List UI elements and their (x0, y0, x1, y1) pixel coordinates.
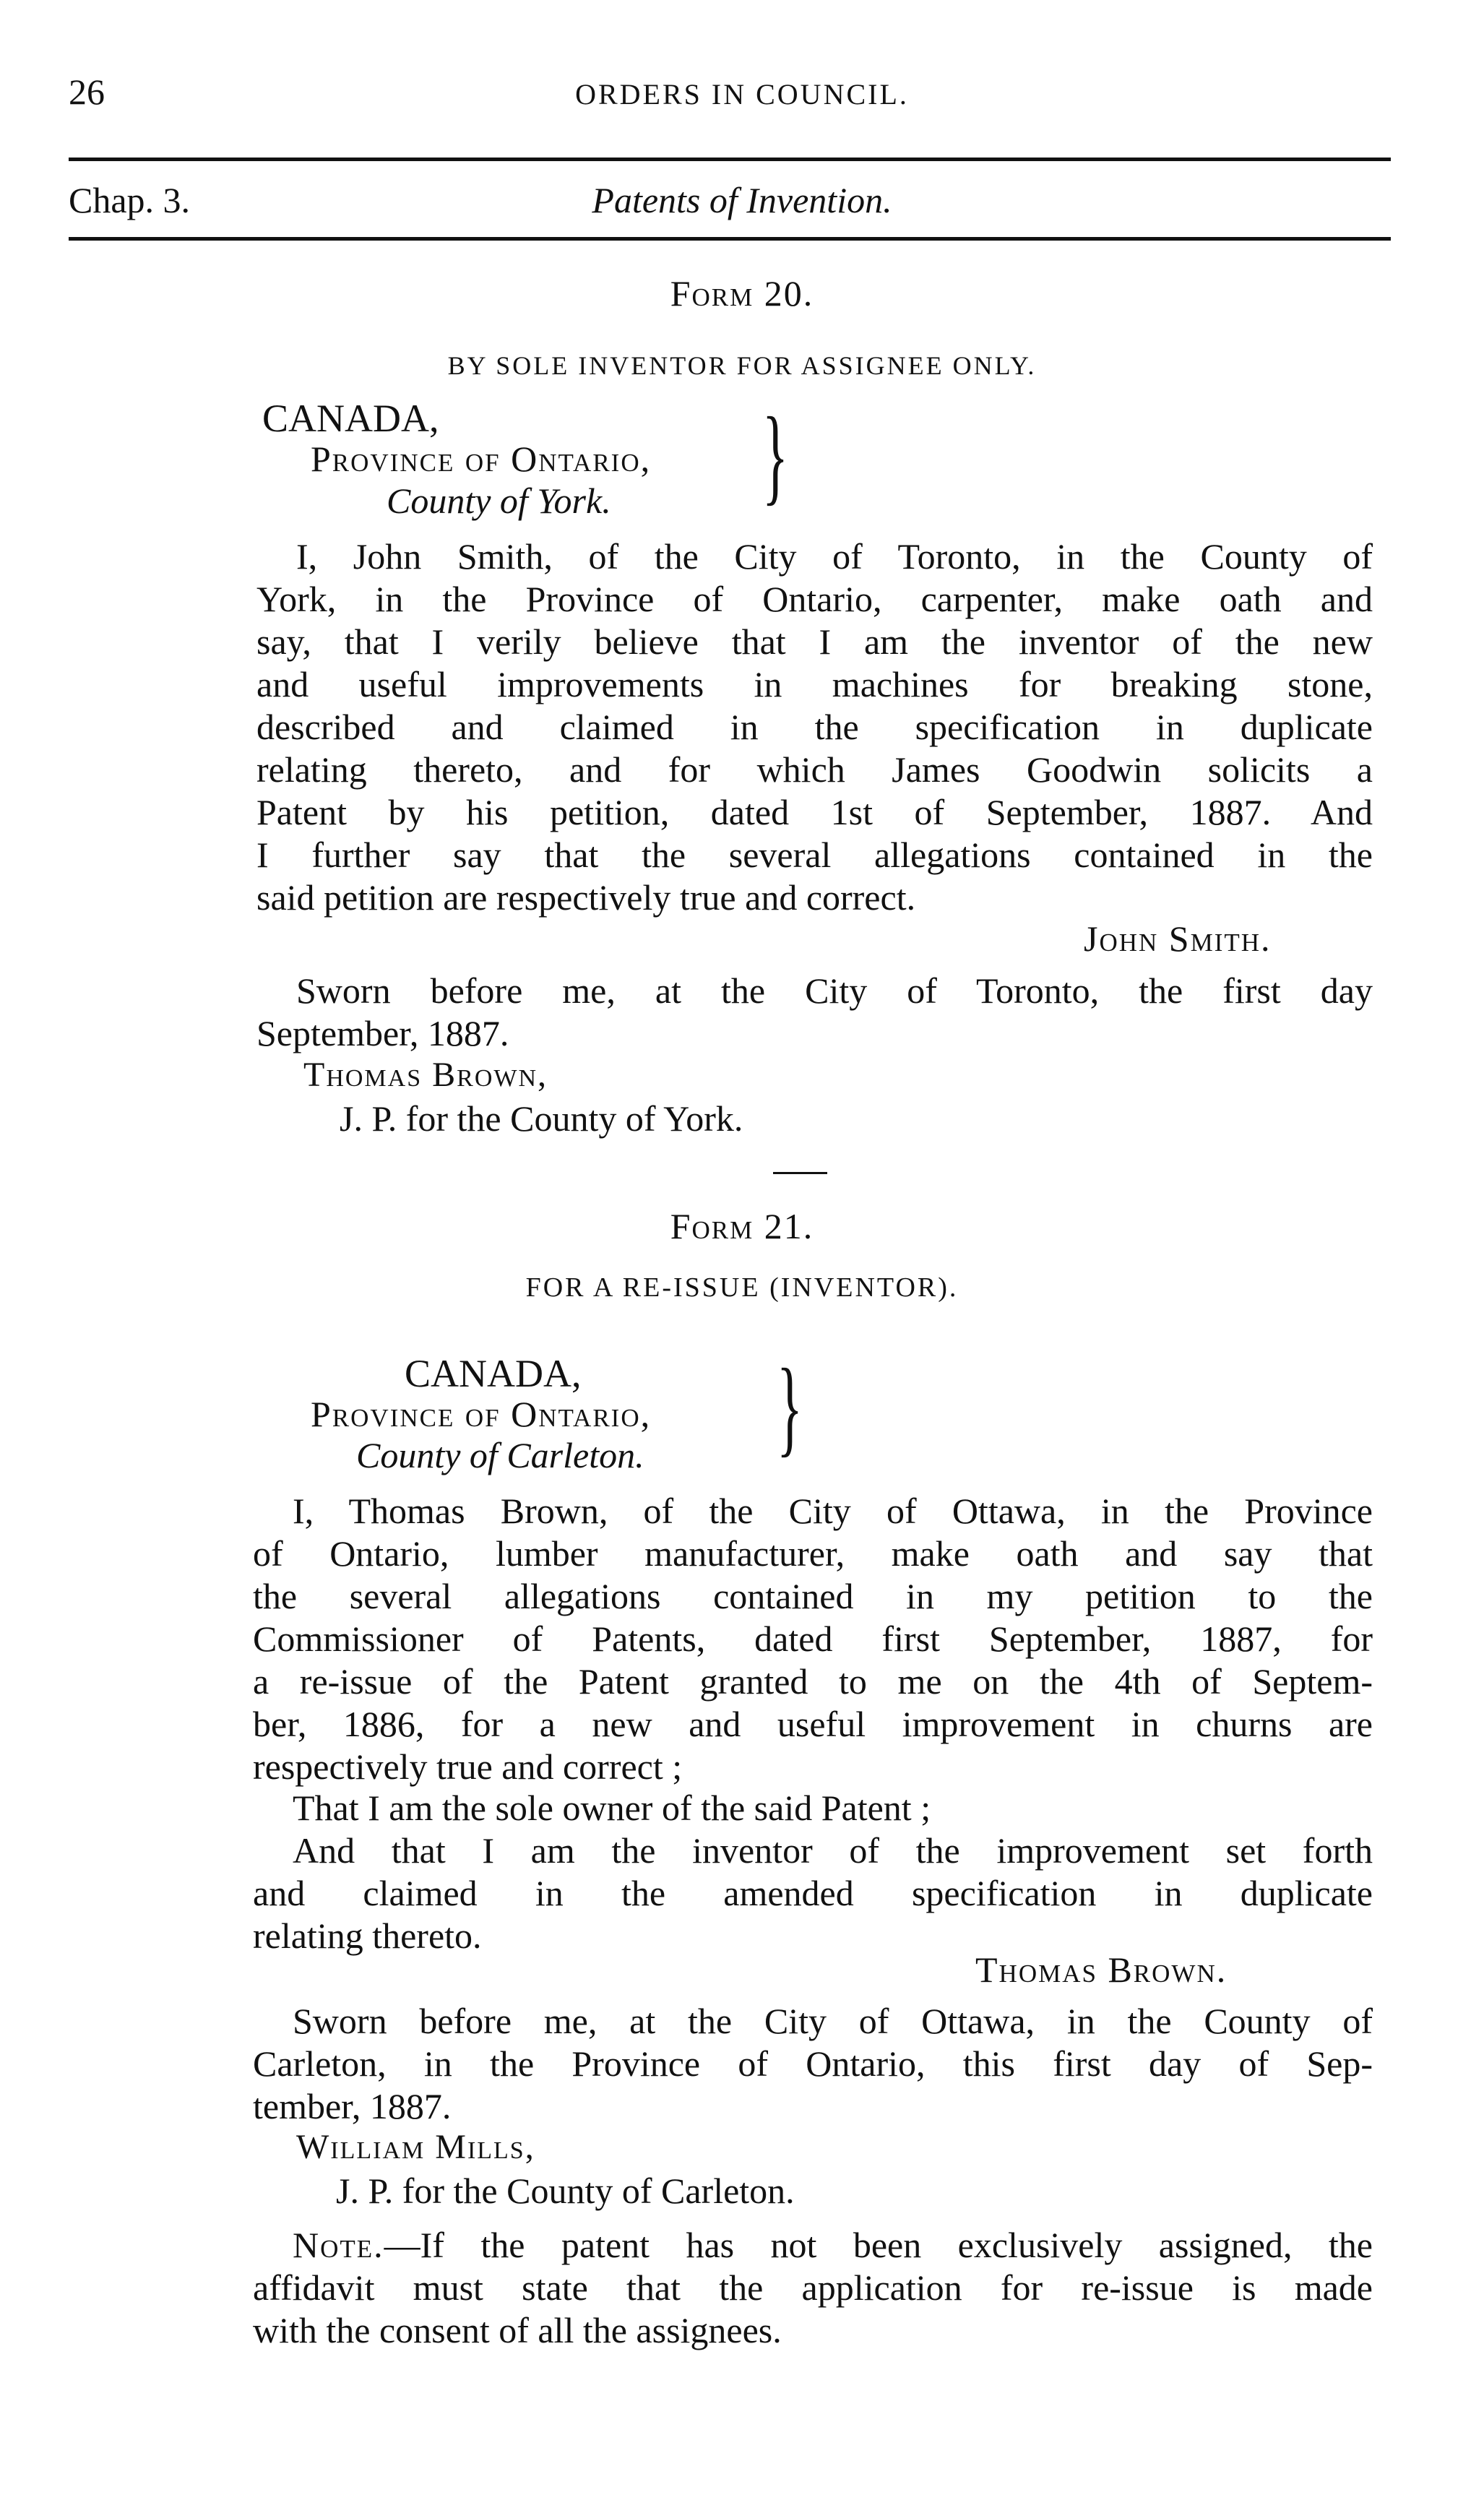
header-rule-bottom (69, 237, 1391, 241)
form-20-venue-country: CANADA, (262, 397, 439, 440)
note-label: Note. (293, 2225, 384, 2265)
form-20-affidavit-body: I, John Smith, of the City of Toronto, in the County of York, in the Province of Ontario, carpenter, make oath and say, that I verily believe that I am the inventor of the new and useful improvements in machines for breaking stone, described and claimed in the specification in duplicate relating thereto, and for which James Goodwin solicits a Patent by his petition, dated 1st of September, 1887. And I further say that the several allegations contained in the said petition are respectively true and correct. (256, 536, 1373, 918)
form-20-title: Form 20. (670, 273, 814, 314)
form-21-venue-brace: } (777, 1347, 803, 1467)
section-divider (773, 1172, 827, 1174)
form-20-subtitle: BY SOLE INVENTOR FOR ASSIGNEE ONLY. (447, 351, 1037, 380)
form-20-venue-brace: } (762, 395, 788, 515)
form-20-signature: John Smith. (1084, 918, 1272, 959)
form-20-jp-name: Thomas Brown, (303, 1056, 548, 1094)
chapter-label: Chap. 3. (69, 180, 191, 220)
form-20-sworn: Sworn before me, at the City of Toronto, the first day September, 1887. (256, 970, 1373, 1053)
form-21-owner-statement: That I am the sole owner of the said Patent ; (293, 1788, 931, 1828)
form-21-jp-name: William Mills, (296, 2128, 535, 2166)
form-21-signature: Thomas Brown. (975, 1949, 1228, 1990)
form-21-jp-title: J. P. for the County of Carleton. (336, 2171, 795, 2211)
form-20-venue-province: Province of Ontario, (311, 439, 652, 479)
form-21-venue-province: Province of Ontario, (311, 1394, 652, 1434)
note-paragraph: Note.—If the patent has not been exclusively assigned, the affidavit must state that the application for re-issue is made with the consent of all the assignees. (253, 2225, 1373, 2350)
section-title: Patents of Invention. (592, 180, 892, 220)
form-20-jp-title: J. P. for the County of York. (340, 1098, 743, 1139)
form-20-venue-county: County of York. (387, 480, 611, 521)
form-21-venue-county: County of Carleton. (356, 1435, 644, 1475)
form-21-title: Form 21. (670, 1206, 814, 1246)
note-line-1: —If the patent has not been exclusively assigned, the (384, 2225, 1373, 2265)
page-number: 26 (69, 72, 105, 112)
form-21-venue-country: CANADA, (405, 1352, 582, 1395)
form-21-affidavit-body: I, Thomas Brown, of the City of Ottawa, in the Province of Ontario, lumber manufacturer, make oath and say that the several allegations contained in my petition to the Commissioner of Patents, dated first September, 1887, for a re-issue of the Patent granted to me on the 4th of Septem- ber, 1886, for a new and useful improvement in churns are respectively true and correct ; (253, 1491, 1373, 1787)
header-rule-top (69, 158, 1391, 161)
form-21-subtitle: FOR A RE-ISSUE (INVENTOR). (525, 1272, 959, 1303)
form-21-sworn: Sworn before me, at the City of Ottawa, in the County of Carleton, in the Province of Ontario, this first day of Sep- tember, 1887. (253, 2001, 1373, 2126)
form-21-inventor-statement: And that I am the inventor of the improvement set forth and claimed in the amended specification in duplicate relating thereto. (253, 1830, 1373, 1956)
running-title: ORDERS IN COUNCIL. (575, 78, 909, 111)
